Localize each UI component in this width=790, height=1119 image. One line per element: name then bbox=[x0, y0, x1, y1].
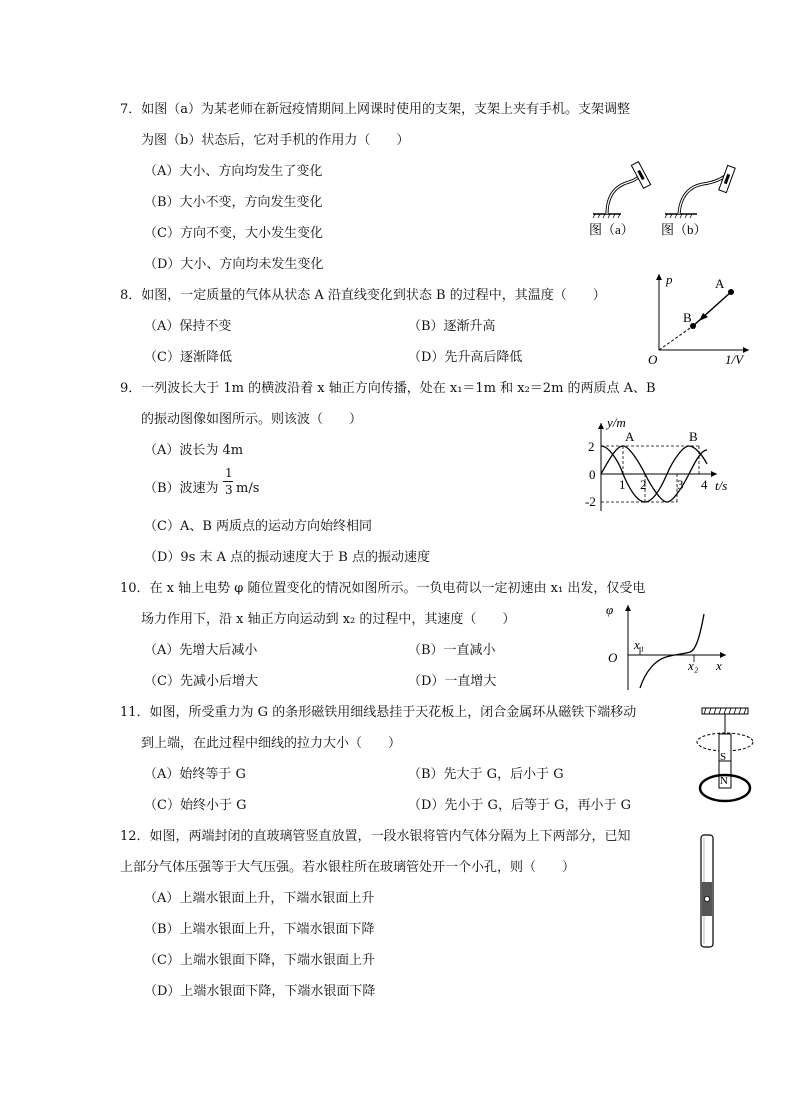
q12-glass-tube-figure bbox=[695, 832, 719, 950]
q10-stem-line-1: 10．在 x 轴上电势 φ 随位置变化的情况如图所示。一负电荷以一定初速由 x₁ 出发，仅受电 bbox=[120, 581, 646, 596]
q11-magnet-ring-figure bbox=[690, 700, 760, 810]
q7-phone-stand-figure bbox=[585, 150, 745, 242]
q9-x-tick-2: 2 bbox=[640, 477, 647, 492]
q9-speed-unit: m/s bbox=[236, 481, 260, 496]
q11-option-a: （A）始终等于 G bbox=[144, 767, 246, 782]
q8-x-axis-label: 1/V bbox=[725, 352, 744, 367]
q12-option-d: （D）上端水银面下降，下端水银面下降 bbox=[144, 984, 376, 999]
q9-y-tick-2: 2 bbox=[588, 439, 595, 454]
q7-stem-line-2: 为图（b）状态后，它对手机的作用力（ ） bbox=[141, 133, 410, 148]
q11-stem-line-1: 11．如图，所受重力为 G 的条形磁铁用细线悬挂于天花板上，闭合金属环从磁铁下端移动 bbox=[120, 705, 637, 720]
q9-stem-line-1: 9．一列波长大于 1m 的横波沿着 x 轴正方向传播，处在 x₁＝1m 和 x₂＝2m 的两质点 A、B bbox=[120, 381, 656, 396]
q7-label-a: 图（a） bbox=[589, 222, 634, 237]
q9-y-tick-neg2: -2 bbox=[585, 494, 596, 509]
q12-option-b: （B）上端水银面上升，下端水银面下降 bbox=[144, 922, 375, 937]
q9-speed-numerator: 1 bbox=[225, 466, 233, 480]
q11-option-d: （D）先小于 G，后等于 G，再小于 G bbox=[408, 798, 631, 813]
q9-option-b: （B）波速为 bbox=[144, 481, 219, 496]
q11-stem-line-2: 到上端，在此过程中细线的拉力大小（ ） bbox=[141, 736, 402, 751]
q9-y-axis-label: y/m bbox=[607, 415, 626, 430]
q7-option-b: （B）大小不变，方向发生变化 bbox=[144, 195, 323, 210]
q12-option-c: （C）上端水银面下降，下端水银面上升 bbox=[144, 953, 375, 968]
q10-x-axis-label: x bbox=[716, 658, 722, 673]
q10-x2-label: x₂ bbox=[688, 658, 699, 673]
q9-x-tick-3: 3 bbox=[677, 477, 684, 492]
q7-option-d: （D）大小、方向均未发生变化 bbox=[144, 257, 324, 272]
q10-option-a: （A）先增大后减小 bbox=[144, 643, 258, 658]
q8-point-b-label: B bbox=[683, 310, 692, 325]
q9-label-a: A bbox=[625, 429, 635, 444]
q8-option-a: （A）保持不变 bbox=[144, 319, 232, 334]
q12-stem-line-1: 12．如图，两端封闭的直玻璃管竖直放置，一段水银将管内气体分隔为上下两部分，已知 bbox=[120, 829, 631, 844]
q9-x-axis-label: t/s bbox=[715, 478, 728, 493]
q11-option-b: （B）先大于 G，后小于 G bbox=[408, 767, 564, 782]
q9-option-c: （C）A、B 两质点的运动方向始终相同 bbox=[144, 519, 373, 534]
q9-fraction-bar bbox=[223, 481, 233, 482]
q11-pole-n: N bbox=[720, 775, 728, 787]
q11-pole-s: S bbox=[720, 751, 727, 763]
q8-point-a-label: A bbox=[715, 276, 725, 291]
q7-stem-line-1: 7．如图（a）为某老师在新冠疫情期间上网课时使用的支架，支架上夹有手机。支架调整 bbox=[120, 102, 631, 117]
q8-y-axis-label: p bbox=[666, 272, 673, 287]
q8-stem-line-1: 8．如图，一定质量的气体从状态 A 沿直线变化到状态 B 的过程中，其温度（ ） bbox=[120, 288, 606, 303]
q9-option-d: （D）9s 末 A 点的振动速度大于 B 点的振动速度 bbox=[144, 550, 430, 565]
q10-option-c: （C）先减小后增大 bbox=[144, 674, 258, 689]
q12-stem-line-2: 上部分气体压强等于大气压强。若水银柱所在玻璃管处开一个小孔，则（ ） bbox=[120, 860, 576, 875]
q8-option-d: （D）先升高后降低 bbox=[408, 350, 523, 365]
q9-option-a: （A）波长为 4m bbox=[144, 443, 244, 458]
q8-origin-label: O bbox=[648, 352, 658, 367]
q9-origin-label: 0 bbox=[589, 467, 596, 482]
q7-option-c: （C）方向不变，大小发生变化 bbox=[144, 226, 323, 241]
q9-stem-line-2: 的振动图像如图所示。则该波（ ） bbox=[141, 412, 363, 427]
q9-label-b: B bbox=[689, 429, 698, 444]
q10-option-b: （B）一直减小 bbox=[408, 643, 496, 658]
q7-label-b: 图（b） bbox=[661, 222, 707, 237]
q9-speed-denominator: 3 bbox=[225, 483, 233, 497]
q8-p-vs-inverse-v-graph bbox=[645, 270, 755, 372]
q10-option-d: （D）一直增大 bbox=[408, 674, 497, 689]
q9-x-tick-4: 4 bbox=[701, 477, 708, 492]
q8-option-c: （C）逐渐降低 bbox=[144, 350, 232, 365]
q10-x1-label: x₁ bbox=[634, 637, 645, 652]
q7-option-a: （A）大小、方向均发生了变化 bbox=[144, 164, 323, 179]
q10-stem-line-2: 场力作用下，沿 x 轴正方向运动到 x₂ 的过程中，其速度（ ） bbox=[141, 612, 516, 627]
q12-hole bbox=[704, 896, 709, 901]
q12-option-a: （A）上端水银面上升，下端水银面上升 bbox=[144, 891, 375, 906]
q8-option-b: （B）逐渐升高 bbox=[408, 319, 496, 334]
q9-vibration-graph bbox=[585, 415, 735, 525]
q10-y-axis-label: φ bbox=[606, 602, 614, 617]
q9-x-tick-1: 1 bbox=[619, 477, 626, 492]
q10-origin-label: O bbox=[608, 650, 618, 665]
q11-option-c: （C）始终小于 G bbox=[144, 798, 247, 813]
q10-potential-graph bbox=[600, 600, 735, 695]
